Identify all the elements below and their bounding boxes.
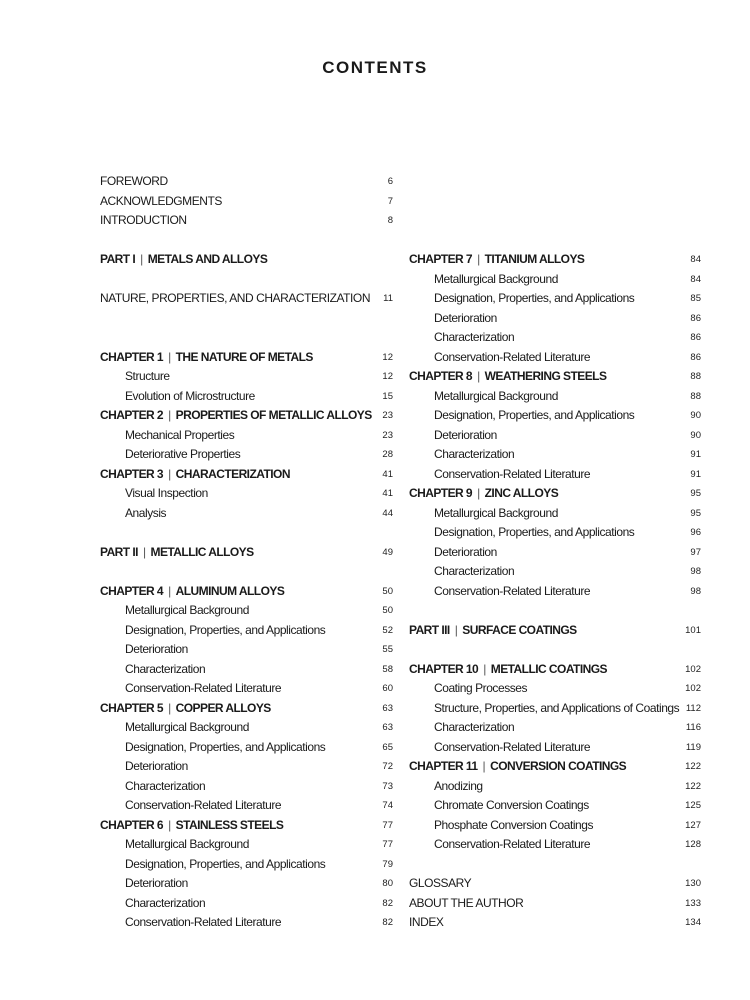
toc-section-row — [100, 640, 393, 660]
toc-entry-label — [409, 621, 577, 641]
toc-section-row — [100, 796, 393, 816]
toc-chapter-row — [100, 582, 393, 602]
toc-page-number: 98 — [690, 566, 701, 577]
toc-entry-label: Metallurgical Background — [434, 271, 558, 286]
toc-entry-label — [100, 699, 271, 719]
toc-entry-label: Phosphate Conversion Coatings — [434, 817, 594, 832]
toc-page-number: 74 — [382, 800, 393, 811]
toc-page-number: 119 — [685, 741, 701, 753]
toc-page-number: 44 — [382, 507, 393, 519]
toc-separator: | — [168, 583, 171, 598]
toc-page-number: 97 — [690, 546, 701, 558]
toc-section-row — [409, 270, 701, 290]
toc-part-row — [100, 250, 393, 270]
toc-entry-row — [100, 211, 393, 231]
toc-title-text: METALLIC ALLOYS — [150, 544, 254, 559]
toc-section-row — [409, 543, 701, 563]
toc-page-number: 50 — [382, 605, 393, 616]
toc-section-row — [100, 894, 393, 914]
toc-entry-label: GLOSSARY — [409, 876, 472, 890]
toc-title-text: SURFACE COATINGS — [462, 622, 577, 637]
toc-spacer — [100, 523, 393, 543]
toc-entry-row — [100, 192, 393, 212]
toc-page-number: 130 — [685, 878, 701, 889]
toc-entry-label — [100, 582, 284, 602]
toc-entry-label: Structure, Properties, and Applications of Coatings — [434, 700, 680, 715]
toc-section-row — [100, 835, 393, 855]
toc-page-number: 12 — [382, 371, 393, 382]
toc-entry-label: Designation, Properties, and Applications — [434, 408, 635, 422]
toc-page-number: 80 — [382, 878, 393, 889]
toc-entry-label: NATURE, PROPERTIES, AND CHARACTERIZATION — [100, 291, 371, 305]
toc-spacer — [100, 328, 393, 348]
toc-section-row — [100, 777, 393, 797]
toc-section-row — [409, 406, 701, 426]
toc-section-row — [100, 426, 393, 446]
toc-entry-row — [100, 172, 393, 192]
toc-entry-label — [409, 660, 607, 680]
toc-separator: | — [482, 759, 486, 773]
toc-number-prefix: CHAPTER 6 — [100, 817, 164, 832]
toc-section-row — [100, 367, 393, 387]
toc-page-number: 52 — [382, 624, 393, 636]
toc-title-text: COPPER ALLOYS — [175, 700, 271, 715]
toc-section-row — [100, 738, 393, 758]
toc-page-number: 85 — [690, 293, 701, 304]
toc-separator: | — [168, 700, 171, 715]
toc-entry-label: Conservation-Related Literature — [125, 798, 282, 812]
toc-separator: | — [454, 622, 458, 637]
toc-entry-label: Characterization — [125, 778, 206, 793]
toc-entry-label: Coating Processes — [434, 681, 528, 695]
toc-page-number: 28 — [382, 449, 393, 460]
toc-page-number: 15 — [382, 390, 393, 402]
toc-section-row — [100, 874, 393, 894]
toc-entry-label: Analysis — [125, 505, 167, 520]
toc-page-number: 11 — [383, 293, 393, 304]
toc-page-number: 77 — [382, 839, 393, 850]
toc-page-number: 7 — [387, 195, 393, 207]
toc-chapter-row — [100, 348, 393, 368]
toc-page-number: 90 — [690, 410, 701, 421]
toc-page-number: 91 — [690, 449, 701, 460]
toc-number-prefix: PART I — [100, 252, 136, 266]
toc-entry-row — [100, 289, 393, 309]
toc-chapter-row — [100, 816, 393, 836]
toc-entry-label: INTRODUCTION — [100, 213, 187, 227]
toc-entry-label: Characterization — [434, 447, 515, 461]
toc-separator: | — [140, 252, 143, 266]
toc-separator: | — [483, 661, 486, 676]
toc-section-row — [409, 796, 701, 816]
toc-title-text: METALLIC COATINGS — [490, 661, 607, 676]
toc-entry-label: Metallurgical Background — [434, 505, 558, 520]
toc-spacer — [100, 231, 393, 251]
toc-separator: | — [168, 466, 171, 481]
toc-entry-label: Metallurgical Background — [434, 388, 558, 403]
toc-page-number: 112 — [685, 702, 701, 714]
toc-page-number: 98 — [690, 585, 701, 597]
toc-entry-label: Conservation-Related Literature — [125, 915, 282, 929]
toc-page-number: 122 — [685, 761, 701, 772]
toc-page-number: 95 — [690, 488, 701, 499]
toc-page-number: 82 — [382, 897, 393, 909]
toc-number-prefix: CHAPTER 2 — [100, 408, 164, 422]
toc-entry-label: Conservation-Related Literature — [434, 466, 591, 481]
toc-page-number: 88 — [690, 390, 701, 402]
toc-section-row — [409, 465, 701, 485]
toc-spacer — [409, 640, 701, 660]
toc-number-prefix: CHAPTER 10 — [409, 661, 479, 676]
toc-section-row — [409, 523, 701, 543]
toc-entry-label: Deterioration — [434, 427, 497, 442]
toc-entry-label: Designation, Properties, and Applications — [125, 622, 326, 637]
toc-entry-label: Deterioration — [125, 642, 188, 656]
toc-section-row — [409, 348, 701, 368]
toc-part-row — [409, 621, 701, 641]
toc-entry-label — [100, 816, 283, 836]
toc-title-text: PROPERTIES OF METALLIC ALLOYS — [175, 408, 372, 422]
toc-section-row — [409, 426, 701, 446]
toc-page-number: 79 — [382, 858, 393, 870]
toc-entry-label: INDEX — [409, 915, 444, 929]
toc-entry-label: Metallurgical Background — [125, 720, 249, 734]
toc-entry-label: Designation, Properties, and Applications — [125, 856, 326, 871]
toc-page-number: 102 — [685, 663, 701, 675]
toc-page-number: 12 — [382, 351, 393, 363]
toc-number-prefix: CHAPTER 8 — [409, 369, 473, 383]
toc-page-number: 73 — [382, 780, 393, 792]
toc-number-prefix: CHAPTER 11 — [409, 759, 478, 773]
toc-entry-label — [100, 250, 267, 270]
toc-section-row — [409, 504, 701, 524]
toc-number-prefix: CHAPTER 9 — [409, 486, 473, 500]
toc-page-number: 96 — [690, 527, 701, 538]
toc-entry-label: Characterization — [434, 564, 515, 578]
toc-section-row — [100, 718, 393, 738]
toc-section-row — [409, 777, 701, 797]
toc-entry-label: Characterization — [434, 330, 515, 344]
toc-section-row — [409, 582, 701, 602]
toc-page-number: 41 — [382, 488, 393, 499]
toc-section-row — [409, 328, 701, 348]
toc-number-prefix: CHAPTER 5 — [100, 700, 164, 715]
toc-page-number: 86 — [690, 312, 701, 324]
toc-title-text: WEATHERING STEELS — [484, 369, 607, 383]
toc-number-prefix: CHAPTER 4 — [100, 583, 164, 598]
toc-separator: | — [477, 486, 480, 500]
toc-entry-label: Characterization — [125, 661, 206, 676]
toc-spacer — [100, 562, 393, 582]
toc-chapter-row — [100, 465, 393, 485]
toc-right-column — [409, 172, 701, 933]
toc-page-number: 23 — [382, 429, 393, 441]
toc-page-number: 122 — [685, 780, 701, 792]
toc-entry-label: Characterization — [125, 895, 206, 910]
toc-number-prefix: CHAPTER 1 — [100, 349, 164, 364]
toc-page-number: 101 — [685, 624, 701, 636]
toc-entry-label: FOREWORD — [100, 174, 168, 188]
toc-section-row — [409, 562, 701, 582]
toc-entry-label — [409, 250, 584, 270]
toc-entry-label: Deterioration — [125, 759, 188, 773]
toc-page-number: 49 — [382, 546, 393, 558]
toc-entry-label: ABOUT THE AUTHOR — [409, 895, 524, 910]
toc-page-number: 134 — [685, 917, 701, 928]
toc-part-row — [100, 543, 393, 563]
toc-section-row — [409, 816, 701, 836]
toc-page-number: 72 — [382, 761, 393, 772]
toc-page-number: 63 — [382, 722, 393, 733]
toc-number-prefix: CHAPTER 7 — [409, 252, 473, 266]
toc-page-number: 63 — [382, 702, 393, 714]
toc-number-prefix: PART III — [409, 622, 450, 637]
toc-section-row — [409, 699, 701, 719]
toc-separator: | — [477, 369, 480, 383]
toc-title-text: STAINLESS STEELS — [175, 817, 284, 832]
toc-entry-label: Conservation-Related Literature — [434, 739, 591, 754]
toc-section-row — [100, 913, 393, 933]
toc-section-row — [100, 445, 393, 465]
toc-title-text: CONVERSION COATINGS — [490, 759, 627, 773]
toc-page-number: 82 — [382, 917, 393, 928]
toc-section-row — [409, 289, 701, 309]
toc-page-number: 127 — [685, 819, 701, 831]
toc-entry-label — [409, 484, 558, 504]
toc-page-number: 125 — [685, 800, 701, 811]
toc-separator: | — [168, 408, 171, 422]
toc-entry-label — [100, 543, 254, 563]
toc-entry-label: Conservation-Related Literature — [434, 583, 591, 598]
toc-page-number: 86 — [690, 332, 701, 343]
toc-entry-label: Characterization — [434, 720, 515, 734]
toc-entry-label: Deterioration — [125, 876, 188, 890]
toc-entry-label — [100, 465, 290, 485]
toc-section-row — [100, 601, 393, 621]
toc-page-number: 90 — [690, 429, 701, 441]
toc-page-number: 84 — [690, 273, 701, 285]
toc-page-number: 84 — [690, 254, 701, 265]
toc-section-row — [409, 738, 701, 758]
toc-entry-label — [409, 757, 626, 777]
toc-section-row — [409, 835, 701, 855]
toc-entry-label: Metallurgical Background — [125, 837, 249, 851]
toc-entry-label: Visual Inspection — [125, 486, 208, 500]
toc-separator: | — [142, 544, 146, 559]
toc-chapter-row — [409, 484, 701, 504]
toc-left-column — [100, 172, 393, 933]
toc-entry-label: Evolution of Microstructure — [125, 388, 255, 403]
toc-page-number: 128 — [685, 839, 701, 850]
toc-section-row — [409, 387, 701, 407]
toc-section-row — [100, 504, 393, 524]
toc-page-number: 41 — [382, 468, 393, 480]
toc-section-row — [100, 621, 393, 641]
toc-title-text: ALUMINUM ALLOYS — [175, 583, 285, 598]
toc-entry-label: Deterioration — [434, 544, 497, 559]
toc-spacer — [409, 172, 701, 192]
toc-page-number: 116 — [685, 722, 701, 733]
toc-page-number: 91 — [690, 468, 701, 480]
toc-spacer — [409, 211, 701, 231]
toc-entry-label: Metallurgical Background — [125, 603, 249, 617]
toc-title-text: CHARACTERIZATION — [175, 466, 290, 481]
toc-entry-label: Deterioration — [434, 310, 497, 325]
toc-page-number: 95 — [690, 507, 701, 519]
toc-entry-row — [409, 913, 701, 933]
toc-section-row — [100, 660, 393, 680]
toc-page-number: 102 — [685, 683, 701, 694]
toc-entry-row — [409, 874, 701, 894]
toc-section-row — [100, 484, 393, 504]
toc-spacer — [100, 270, 393, 290]
toc-entry-label: Conservation-Related Literature — [125, 681, 282, 695]
toc-page-number: 133 — [685, 897, 701, 909]
toc-page-number: 86 — [690, 351, 701, 363]
toc-entry-label — [100, 348, 313, 368]
toc-page-number: 60 — [382, 683, 393, 694]
toc-title-text: ZINC ALLOYS — [484, 486, 559, 500]
toc-spacer — [100, 309, 393, 329]
toc-page-number: 55 — [382, 644, 393, 655]
toc-entry-label: Structure — [125, 369, 170, 383]
toc-chapter-row — [100, 406, 393, 426]
toc-entry-label: Deteriorative Properties — [125, 447, 241, 461]
toc-chapter-row — [100, 699, 393, 719]
toc-entry-label: Designation, Properties, and Applications — [434, 525, 635, 539]
toc-chapter-row — [409, 660, 701, 680]
toc-entry-label: Designation, Properties, and Applications — [125, 739, 326, 754]
toc-entry-label: Mechanical Properties — [125, 427, 235, 442]
toc-section-row — [100, 855, 393, 875]
toc-entry-label: Designation, Properties, and Applications — [434, 291, 635, 305]
toc-number-prefix: CHAPTER 3 — [100, 466, 164, 481]
toc-title-text: METALS AND ALLOYS — [147, 252, 268, 266]
toc-section-row — [409, 309, 701, 329]
toc-entry-label: Conservation-Related Literature — [434, 349, 591, 364]
toc-entry-label — [100, 406, 372, 426]
toc-section-row — [409, 679, 701, 699]
toc-title-text: THE NATURE OF METALS — [175, 349, 313, 364]
toc-entry-label — [409, 367, 606, 387]
toc-spacer — [409, 601, 701, 621]
toc-spacer — [409, 855, 701, 875]
toc-page-number: 88 — [690, 371, 701, 382]
toc-separator: | — [477, 252, 480, 266]
toc-entry-label: Anodizing — [434, 778, 483, 793]
page-title: CONTENTS — [322, 58, 428, 77]
toc-section-row — [100, 757, 393, 777]
toc-page-number: 8 — [387, 215, 393, 226]
toc-spacer — [409, 231, 701, 251]
toc-chapter-row — [409, 757, 701, 777]
toc-section-row — [100, 679, 393, 699]
toc-chapter-row — [409, 250, 701, 270]
toc-separator: | — [168, 817, 171, 832]
toc-entry-row — [409, 894, 701, 914]
toc-page-number: 77 — [382, 819, 393, 831]
toc-page-number: 6 — [387, 176, 393, 187]
toc-page-number: 65 — [382, 741, 393, 753]
toc-separator: | — [168, 349, 171, 364]
toc-page-number: 58 — [382, 663, 393, 675]
toc-page-number: 23 — [382, 410, 393, 421]
toc-number-prefix: PART II — [100, 544, 138, 559]
toc-spacer — [409, 192, 701, 212]
toc-entry-label: Conservation-Related Literature — [434, 837, 591, 851]
toc-entry-label: Chromate Conversion Coatings — [434, 798, 589, 812]
toc-section-row — [409, 718, 701, 738]
toc-section-row — [100, 387, 393, 407]
toc-section-row — [409, 445, 701, 465]
toc-title-text: TITANIUM ALLOYS — [484, 252, 585, 266]
toc-page-number: 50 — [382, 585, 393, 597]
toc-chapter-row — [409, 367, 701, 387]
toc-entry-label: ACKNOWLEDGMENTS — [100, 193, 222, 208]
